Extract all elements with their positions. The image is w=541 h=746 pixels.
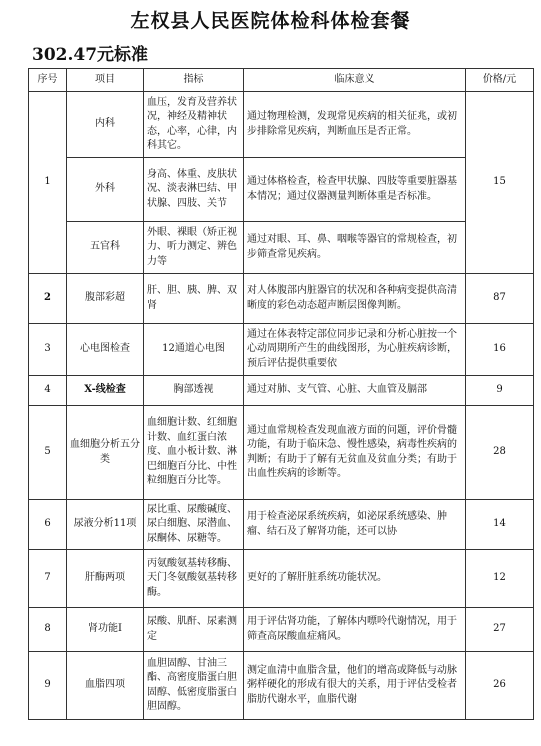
row-no: 5 (29, 406, 67, 500)
header-price: 价格/元 (466, 69, 534, 92)
row-significance: 通过对眼、耳、鼻、咽喉等器官的常规检查，初步筛查常见疾病。 (244, 222, 466, 274)
table-row (29, 222, 534, 274)
row-price: 26 (466, 652, 534, 720)
row-price: 9 (466, 376, 534, 406)
row-significance: 通过血常规检查发现血液方面的问题，评价骨髓功能，有助于临床急、慢性感染，病毒性疾病的判断；有助于了解有无贫血及贫血分类；有助于出血性疾病的诊断等。 (244, 406, 466, 500)
row-price: 87 (466, 274, 534, 324)
header-item: 项目 (67, 69, 144, 92)
table-row (29, 550, 534, 608)
table-row (29, 158, 534, 222)
row-indicators: 血细胞计数、红细胞计数、血红蛋白浓度、血小板计数、淋巴细胞百分比、中性粒细胞百分比等。 (144, 406, 244, 500)
row-significance: 通过体格检查，检查甲状腺、四肢等重要脏器基本情况；通过仪器测量判断体重是否标准。 (244, 158, 466, 222)
row-item: 腹部彩超 (67, 274, 144, 324)
table-row (29, 324, 534, 376)
row-significance: 更好的了解肝脏系统功能状况。 (244, 550, 466, 608)
header-significance: 临床意义 (244, 69, 466, 92)
header-no: 序号 (29, 69, 67, 92)
row-price: 16 (466, 324, 534, 376)
table-header-row (29, 69, 534, 92)
row-price: 27 (466, 608, 534, 652)
document-title: 左权县人民医院体检科体检套餐 (130, 10, 411, 32)
row-no: 4 (29, 376, 67, 406)
table-row (29, 652, 534, 720)
row-item: 心电图检查 (67, 324, 144, 376)
row-indicators: 身高、体重、皮肤状况、淡表淋巴结、甲状腺、四肢、关节 (144, 158, 244, 222)
row-indicators: 胸部透视 (144, 376, 244, 406)
table-row (29, 608, 534, 652)
row-indicators: 丙氨酸氨基转移酶、天门冬氨酸氨基转移酶。 (144, 550, 244, 608)
row-indicators: 外眼、裸眼（矫正视力、听力测定、辨色力等 (144, 222, 244, 274)
row-significance: 用于检查泌尿系统疾病，如泌尿系统感染、肿瘤、结石及了解肾功能，还可以协 (244, 500, 466, 550)
table-row (29, 500, 534, 550)
row-item: 血细胞分析五分类 (67, 406, 144, 500)
row-no: 8 (29, 608, 67, 652)
package-price-standard: 302.47元标准 (32, 45, 149, 65)
row-indicators: 血压，发育及营养状况，神经及精神状态，心率，心律，内科其它。 (144, 92, 244, 158)
exam-package-table (28, 68, 534, 720)
row-indicators: 尿比重、尿酸碱度、尿白细胞、尿潜血、尿酮体、尿糖等。 (144, 500, 244, 550)
row-indicators: 血胆固醇、甘油三酯、高密度脂蛋白胆固醇、低密度脂蛋白胆固醇。 (144, 652, 244, 720)
row-price: 12 (466, 550, 534, 608)
row-no: 9 (29, 652, 67, 720)
table-row (29, 274, 534, 324)
table-row (29, 406, 534, 500)
row-item: 肝酶两项 (67, 550, 144, 608)
table-row (29, 376, 534, 406)
row-indicators: 肝、胆、胰、脾、双肾 (144, 274, 244, 324)
row-indicators: 尿酸、肌酐、尿素测定 (144, 608, 244, 652)
row-price: 15 (466, 92, 534, 274)
row-significance: 对人体腹部内脏器官的状况和各种病变提供高清晰度的彩色动态超声断层图像判断。 (244, 274, 466, 324)
row-significance: 用于评估肾功能，了解体内嘌呤代谢情况，用于筛查高尿酸血症痛风。 (244, 608, 466, 652)
row-item: 尿液分析11项 (67, 500, 144, 550)
row-indicators: 12通道心电图 (144, 324, 244, 376)
table-row (29, 92, 534, 158)
row-no: 3 (29, 324, 67, 376)
row-price: 14 (466, 500, 534, 550)
row-no: 1 (29, 92, 67, 274)
row-significance: 测定血清中血脂含量，他们的增高或降低与动脉粥样硬化的形成有很大的关系，用于评估受检者脂肪代谢水平，血脂代谢 (244, 652, 466, 720)
row-item: X-线检查 (67, 376, 144, 406)
row-item: 内科 (67, 92, 144, 158)
row-no: 7 (29, 550, 67, 608)
row-item: 外科 (67, 158, 144, 222)
header-indicators: 指标 (144, 69, 244, 92)
row-item: 肾功能Ⅰ (67, 608, 144, 652)
row-item: 血脂四项 (67, 652, 144, 720)
row-significance: 通过物理检测，发现常见疾病的相关征兆，或初步排除常见疾病，判断血压是否正常。 (244, 92, 466, 158)
row-significance: 通过在体表特定部位同步记录和分析心脏按一个心动周期所产生的曲线图形，为心脏疾病诊断，预后评估提供重要依 (244, 324, 466, 376)
row-item: 五官科 (67, 222, 144, 274)
row-no: 2 (29, 274, 67, 324)
row-significance: 通过对肺、支气管、心脏、大血管及膈部 (244, 376, 466, 406)
row-no: 6 (29, 500, 67, 550)
row-price: 28 (466, 406, 534, 500)
